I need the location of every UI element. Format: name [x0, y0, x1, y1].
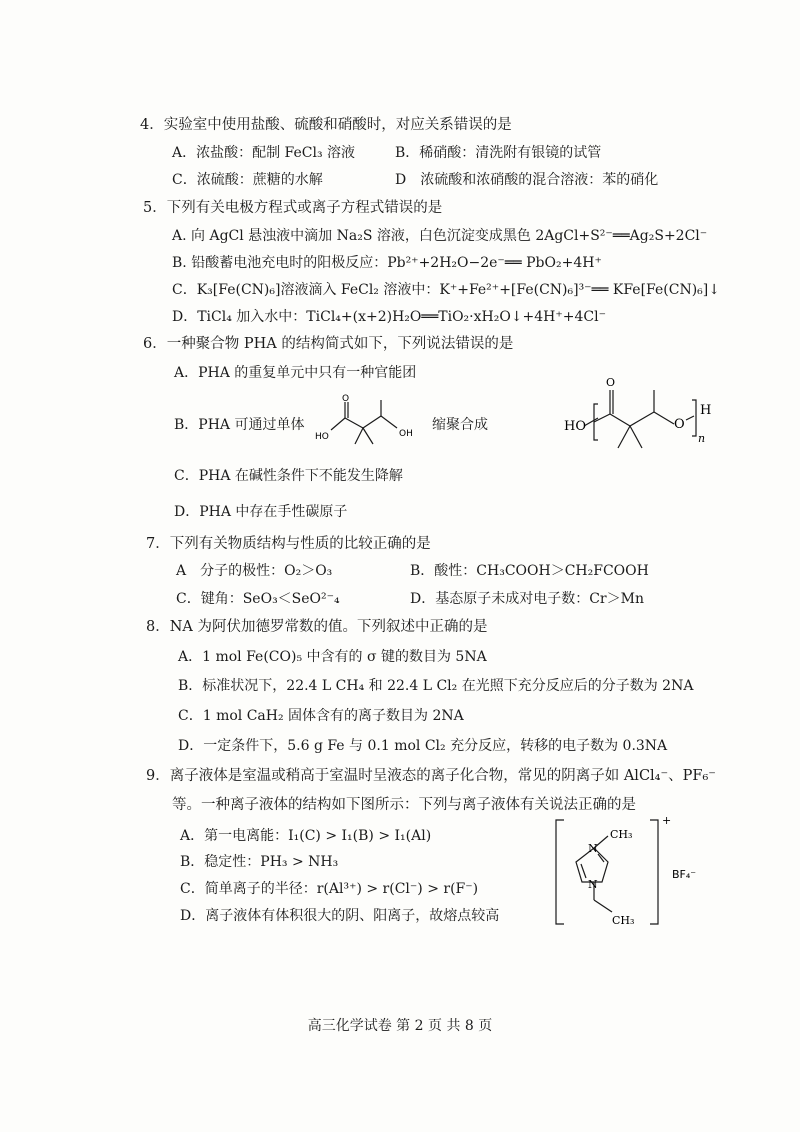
mono-o: O — [342, 394, 350, 404]
q9-option-c: C．简单离子的半径：r(Al³⁺) > r(Cl⁻) > r(F⁻) — [180, 881, 479, 897]
q8-option-a: A．1 mol Fe(CO)₅ 中含有的 σ 键的数目为 5NA — [178, 649, 487, 665]
ch3-bottom: CH₃ — [612, 914, 635, 927]
n-bottom: N — [588, 878, 598, 891]
poly-bracket-right — [692, 400, 696, 436]
mono-bond — [363, 428, 373, 444]
ionic-liquid-structure — [550, 812, 730, 937]
ch3-top: CH₃ — [610, 828, 633, 841]
q6-option-d: D．PHA 中存在手性碳原子 — [174, 504, 348, 520]
q7-option-a: A 分子的极性：O₂＞O₃ — [176, 563, 333, 579]
anion-bf4: BF₄⁻ — [672, 868, 697, 881]
mono-bond — [345, 418, 363, 428]
ring-double-bond — [581, 864, 586, 878]
q4-option-b: B．稀硝酸：清洗附有银镜的试管 — [395, 145, 602, 161]
bracket-left — [556, 820, 564, 924]
mono-bond — [363, 416, 381, 428]
mono-oh: OH — [399, 429, 413, 439]
poly-bond — [630, 412, 654, 426]
q8-option-b: B．标准状况下，22.4 L CH₄ 和 22.4 L Cl₂ 在光照下充分反应后的分子数为 2NA — [178, 678, 694, 694]
monomer-structure — [313, 392, 423, 450]
q9-option-a: A．第一电离能：I₁(C) > I₁(B) > I₁(Al) — [180, 828, 432, 844]
page-footer: 高三化学试卷 第 2 页 共 8 页 — [307, 1018, 493, 1034]
mono-bond — [331, 418, 345, 430]
bracket-right — [650, 820, 658, 924]
poly-ho: HO — [564, 419, 586, 434]
q5-option-a: A. 向 AgCl 悬浊液中滴加 Na₂S 溶液，白色沉淀变成黑色 2AgCl+S²⁻══Ag₂S+2Cl⁻ — [172, 228, 708, 244]
q6-option-b-prefix: B．PHA 可通过单体 — [174, 417, 305, 433]
mono-bond — [355, 428, 363, 444]
poly-bond — [630, 426, 642, 448]
poly-o-ester: O — [674, 417, 685, 432]
poly-bond — [610, 414, 630, 426]
q5-option-b: B. 铅酸蓄电池充电时的阳极反应：Pb²⁺+2H₂O−2e⁻══ PbO₂+4H⁺ — [172, 255, 602, 271]
q4-stem: 4．实验室中使用盐酸、硫酸和硝酸时，对应关系错误的是 — [140, 117, 512, 133]
q5-option-d: D．TiCl₄ 加入水中：TiCl₄+(x+2)H₂O══TiO₂·xH₂O↓+4H⁺+4Cl⁻ — [172, 309, 606, 325]
q6-option-c: C．PHA 在碱性条件下不能发生降解 — [174, 468, 403, 484]
poly-h: H — [700, 403, 712, 418]
poly-bond — [594, 414, 610, 422]
q4-option-a: A．浓盐酸：配制 FeCl₃ 溶液 — [172, 145, 356, 161]
q9-option-b: B．稳定性：PH₃ > NH₃ — [180, 854, 339, 870]
q9-option-d: D．离子液体有体积很大的阴、阳离子，故熔点较高 — [180, 908, 500, 924]
poly-bond — [584, 418, 598, 426]
q9-stem-line1: 9．离子液体是室温或稍高于室温时呈液态的离子化合物，常见的阴离子如 AlCl₄⁻、PF₆⁻ — [146, 768, 716, 784]
q6-stem: 6．一种聚合物 PHA 的结构简式如下，下列说法错误的是 — [143, 336, 514, 352]
poly-o-carbonyl: O — [606, 376, 616, 389]
q8-option-d: D．一定条件下，5.6 g Fe 与 0.1 mol Cl₂ 充分反应，转移的电子数为 0.3NA — [178, 738, 668, 754]
q8-stem: 8．NA 为阿伏加德罗常数的值。下列叙述中正确的是 — [146, 619, 488, 635]
n-top: N — [588, 842, 598, 855]
poly-bond — [618, 426, 630, 448]
mono-bond — [381, 416, 397, 428]
q8-option-c: C．1 mol CaH₂ 固体含有的离子数目为 2NA — [178, 708, 464, 724]
q7-option-b: B．酸性：CH₃COOH＞CH₂FCOOH — [410, 563, 649, 579]
cation-charge: + — [662, 814, 672, 827]
q5-option-c: C．K₃[Fe(CN)₆]溶液滴入 FeCl₂ 溶液中：K⁺+Fe²⁺+[Fe(CN)₆]³⁻══ KFe[Fe(CN)₆]↓ — [172, 282, 720, 298]
mono-ho: HO — [315, 432, 329, 442]
q4-option-d: D 浓硫酸和浓硝酸的混合溶液：苯的硝化 — [395, 172, 659, 188]
ethyl-bond — [594, 900, 612, 912]
q5-stem: 5．下列有关电极方程式或离子方程式错误的是 — [143, 200, 443, 216]
q7-option-c: C．键角：SeO₃＜SeO²⁻₄ — [176, 591, 340, 607]
poly-bond — [686, 416, 694, 420]
poly-n: n — [698, 432, 706, 445]
pha-polymer-structure — [562, 370, 732, 462]
q6-option-b-suffix: 缩聚合成 — [432, 417, 488, 433]
q7-stem: 7．下列有关物质结构与性质的比较正确的是 — [146, 536, 431, 552]
q7-option-d: D．基态原子未成对电子数：Cr＞Mn — [410, 591, 644, 607]
q4-option-c: C．浓硫酸：蔗糖的水解 — [172, 172, 323, 188]
q9-stem-line2: 等。一种离子液体的结构如下图所示：下列与离子液体有关说法正确的是 — [172, 797, 636, 813]
poly-bond — [654, 412, 674, 424]
q6-option-a: A．PHA 的重复单元中只有一种官能团 — [174, 365, 417, 381]
